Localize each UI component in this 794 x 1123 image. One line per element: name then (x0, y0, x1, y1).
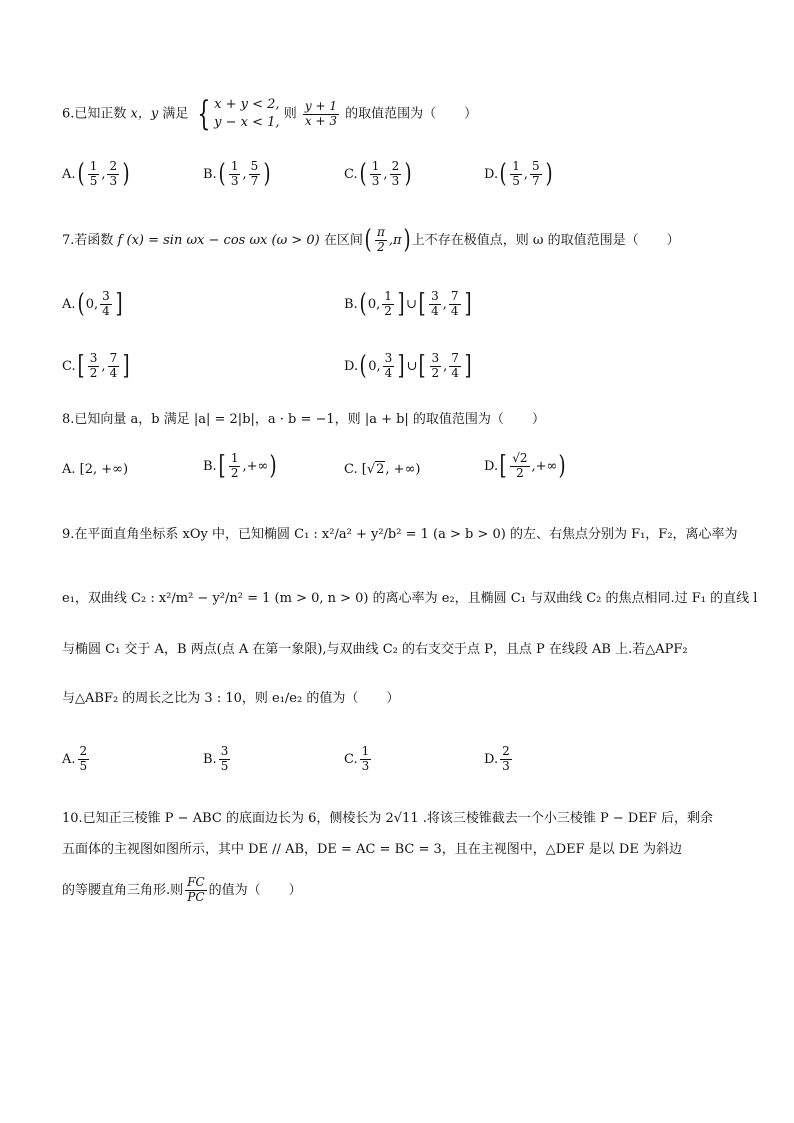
q6-then: 则 (283, 106, 297, 122)
q6-option-b: B.( $\frac{1}{3}$ , $\frac{5}{7}$ ) (203, 159, 271, 190)
q6-option-a: A.( $\frac{1}{5}$ , $\frac{2}{3}$ ) (62, 159, 130, 190)
q7-option-a: A.( 0, $\frac{3}{4}$ ] (62, 289, 123, 320)
q8-option-c: C. [√2, +∞) (344, 462, 421, 477)
q7-option-b: B.( 0, $\frac{1}{2}$ ] ∪[ $\frac{3}{4}$ , $\frac{7}{4}$ ] (344, 289, 472, 320)
q6-system: { x + y < 2, y − x < 1, (196, 94, 280, 135)
q8-option-d: D.[ $\frac{√2}{2}$ ,+∞) (484, 451, 567, 482)
q6-prefix: 6.已知正数 (62, 106, 127, 122)
q7-function: f (x) = sin ωx − cos ωx (ω > 0) (117, 232, 320, 248)
q7-option-d: D.( 0, $\frac{3}{4}$ ] ∪[ $\frac{3}{2}$ , $\frac{7}{4}$ ] (344, 351, 472, 382)
q6-ineq2: y − x < 1, (214, 115, 280, 131)
q6-fraction (303, 100, 339, 129)
q7-option-c: C.[ $\frac{3}{2}$ , $\frac{7}{4}$ ] (62, 351, 130, 382)
q6-frac-num: y + 1 (304, 98, 337, 113)
q9-line2: e₁，双曲线 C₂ : x²/m² − y²/n² = 1 (m > 0, n > 0) 的离心率为 e₂，且椭圆 C₁ 与双曲线 C₂ 的焦点相同.过 F₁ 的直线 l (62, 591, 758, 606)
q9-option-b: B. $\frac{3}{5}$ (203, 744, 229, 773)
q9-line3: 与椭圆 C₁ 交于 A，B 两点(点 A 在第一象限),与双曲线 C₂ 的右支交于点 P，且点 P 在线段 AB 上.若△APF₂ (62, 642, 688, 657)
q6-ineq1: x + y < 2, (214, 97, 280, 112)
q6-option-c: C.( $\frac{1}{3}$ , $\frac{2}{3}$ ) (344, 159, 412, 190)
q6-suffix: 的取值范围为（ (345, 106, 437, 122)
q7-stem: 7.若函数 f (x) = sin ωx − cos ωx (ω > 0) 在区间( $\frac{\pi}{2}$ ,π) 上不存在极值点，则 ω 的取值范围是（ ） (62, 225, 680, 256)
q10-line3: 的等腰直角三角形.则 $\frac{FC}{PC}$ 的值为（ ） (62, 875, 302, 904)
q9-option-a: A. $\frac{2}{5}$ (62, 744, 88, 773)
q6-mid: 满足 (162, 106, 189, 122)
q6-vars: x，y (130, 106, 159, 122)
q8-option-a: A. [2, +∞) (62, 462, 129, 477)
q9-line1: 9.在平面直角坐标系 xOy 中，已知椭圆 C₁ : x²/a² + y²/b² = 1 (a > b > 0) 的左、右焦点分别为 F₁，F₂，离心率为 (62, 527, 738, 542)
q9-option-d: D. $\frac{2}{3}$ (484, 744, 510, 773)
q8-stem: 8.已知向量 a，b 满足 |a| = 2|b|，a · b = −1，则 |a + b| 的取值范围为（ ） (62, 412, 545, 427)
q10-line1: 10.已知正三棱锥 P − ABC 的底面边长为 6，侧棱长为 2√11 .将该三棱锥截去一个小三棱锥 P − DEF 后，剩余 (62, 811, 713, 826)
q8-option-b: B.[ $\frac{1}{2}$ ,+∞) (203, 451, 277, 482)
q6-close: ） (464, 106, 478, 122)
q9-line4: 与△ABF₂ 的周长之比为 3 : 10，则 e₁/e₂ 的值为（ ） (62, 691, 400, 706)
q6-stem (62, 94, 764, 135)
q9-option-c: C. $\frac{1}{3}$ (344, 744, 370, 773)
q6-option-d: D.( $\frac{1}{5}$ , $\frac{5}{7}$ ) (484, 159, 553, 190)
q6-frac-den: x + 3 (304, 113, 337, 128)
q10-line2: 五面体的主视图如图所示，其中 DE // AB，DE = AC = BC = 3，且在主视图中，△DEF 是以 DE 为斜边 (62, 842, 682, 857)
